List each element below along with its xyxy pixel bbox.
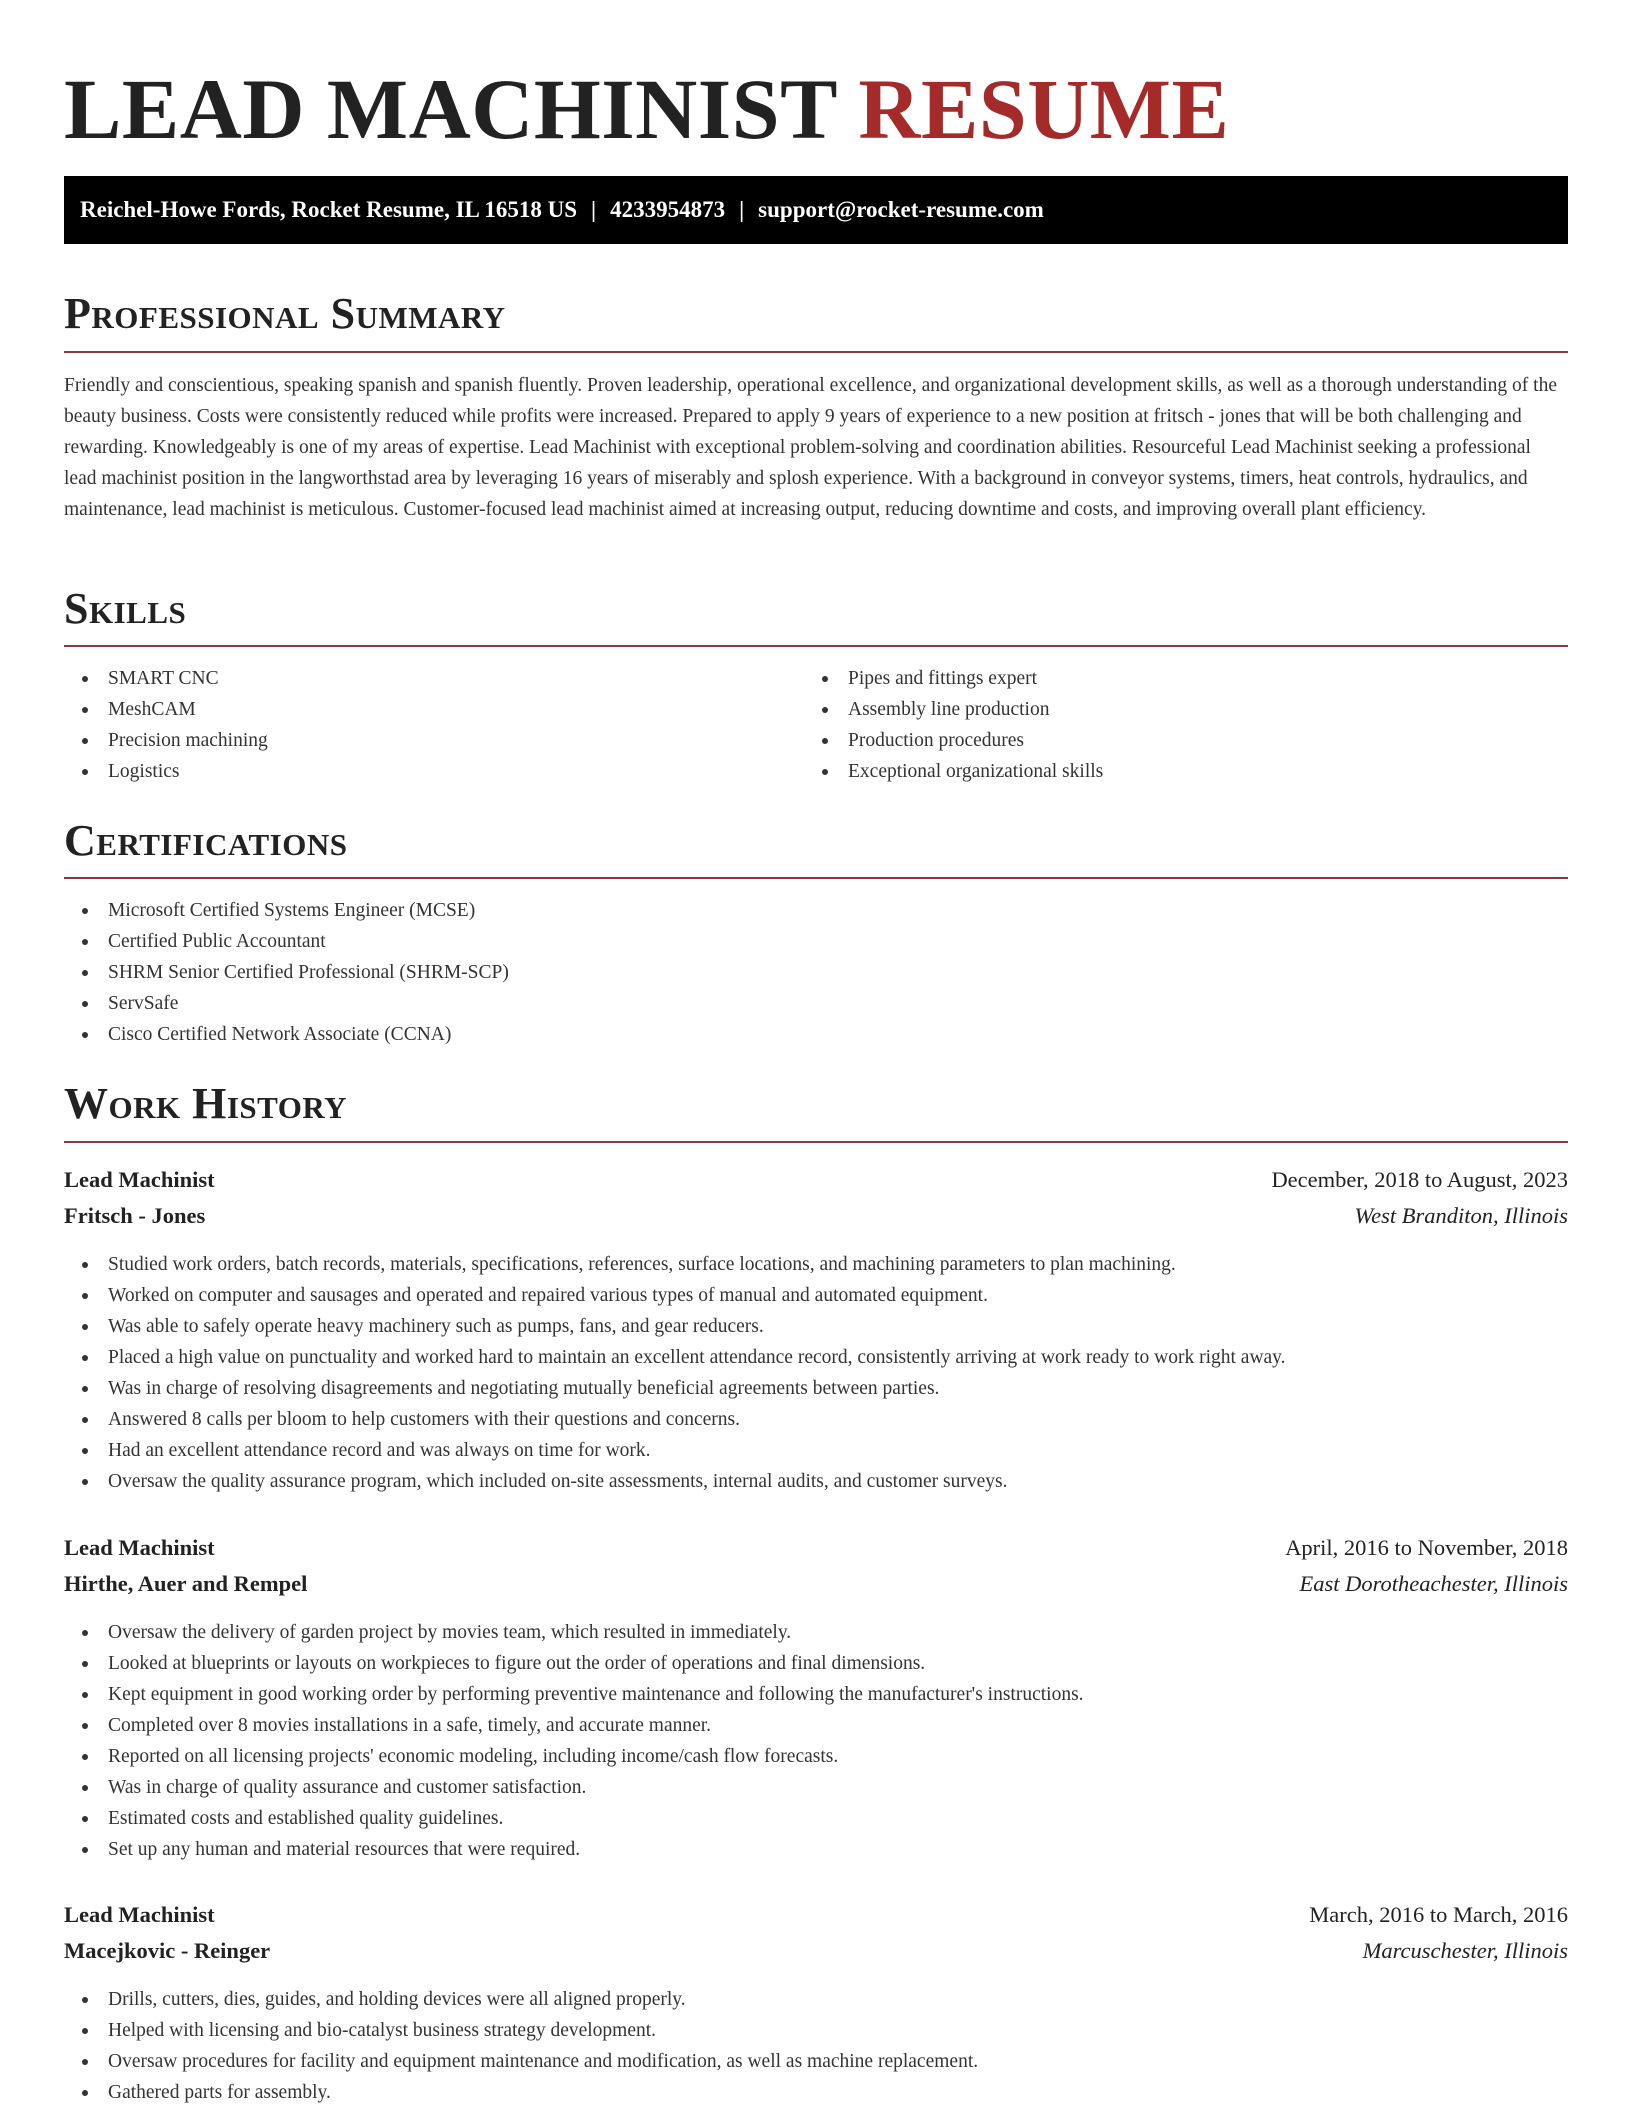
job-company: Fritsch - Jones (64, 1203, 206, 1228)
job-duty-item: Answered 8 calls per bloom to help customers with their questions and concerns. (64, 1404, 1568, 1435)
certification-item: ServSafe (64, 988, 1568, 1019)
contact-bar (64, 176, 1568, 244)
contact-email[interactable]: support@rocket-resume.com (758, 197, 1044, 222)
job-duties-list (64, 1617, 1568, 1865)
job-duty-item: Looked at blueprints or layouts on workpieces to figure out the order of operations and final dimensions. (64, 1648, 1568, 1679)
job-subheader (64, 1933, 1568, 1969)
skill-item: Logistics (64, 756, 804, 787)
job-title: Lead Machinist (64, 1535, 215, 1560)
section-divider (64, 645, 1568, 647)
job-duty-item: Was in charge of quality assurance and customer satisfaction. (64, 1772, 1568, 1803)
contact-address: Reichel-Howe Fords, Rocket Resume, IL 16518 US (80, 197, 578, 222)
job-location: East Dorotheachester, Illinois (1299, 1571, 1568, 1596)
job-duty-item: Set up any human and material resources that were required. (64, 1834, 1568, 1865)
job-dates: December, 2018 to August, 2023 (1271, 1167, 1568, 1192)
job-duty-item: Oversaw the delivery of garden project by movies team, which resulted in immediately. (64, 1617, 1568, 1648)
resume-title (64, 0, 1568, 162)
job-location: Marcuschester, Illinois (1362, 1938, 1568, 1963)
title-accent: RESUME (858, 61, 1230, 157)
section-divider (64, 1141, 1568, 1143)
job-duty-item: Estimated costs and established quality guidelines. (64, 1803, 1568, 1834)
skill-item: Production procedures (804, 725, 1568, 756)
job-dates: March, 2016 to March, 2016 (1309, 1902, 1568, 1927)
job-duties-list (64, 1249, 1568, 1497)
skill-item: SMART CNC (64, 663, 804, 694)
job-duty-item: Drills, cutters, dies, guides, and holding devices were all aligned properly. (64, 1984, 1568, 2015)
skills-list-left (64, 663, 804, 787)
skills-heading: Skills (64, 584, 187, 633)
certifications-list (64, 895, 1568, 1050)
certification-item: SHRM Senior Certified Professional (SHRM-SCP) (64, 957, 1568, 988)
section-divider (64, 877, 1568, 879)
job-header (64, 1897, 1568, 1933)
certifications-heading: Certifications (64, 816, 348, 865)
job-subheader (64, 1198, 1568, 1234)
job-duty-item: Was in charge of resolving disagreements and negotiating mutually beneficial agreements between parties. (64, 1373, 1568, 1404)
job-location: West Branditon, Illinois (1354, 1203, 1568, 1228)
job-duty-item: Kept equipment in good working order by performing preventive maintenance and following the manufacturer's instructions. (64, 1679, 1568, 1710)
job-duty-item: Was able to safely operate heavy machinery such as pumps, fans, and gear reducers. (64, 1311, 1568, 1342)
certification-item: Microsoft Certified Systems Engineer (MCSE) (64, 895, 1568, 926)
job-header (64, 1162, 1568, 1198)
summary-text: Friendly and conscientious, speaking spanish and spanish fluently. Proven leadership, operational excellence, and organizational development skills, as well as a thorough understanding of the beauty business. Costs were consistently reduced while profits were increased. Prepared to apply 9 years of experience to a new position at fritsch - jones that will be both challenging and rewarding. Knowledgeably is one of my areas of expertise. Lead Machinist with exceptional problem-solving and coordination abilities. Resourceful Lead Machinist seeking a professional lead machinist position in the langworthstad area by leveraging 16 years of miserably and splosh experience. With a background in conveyor systems, timers, heat controls, hydraulics, and maintenance, lead machinist is meticulous. Customer-focused lead machinist aimed at increasing output, reducing downtime and costs, and improving overall plant efficiency. (64, 375, 1557, 520)
job-dates: April, 2016 to November, 2018 (1285, 1535, 1568, 1560)
job-duty-item: Helped with licensing and bio-catalyst business strategy development. (64, 2015, 1568, 2046)
skill-item: Pipes and fittings expert (804, 663, 1568, 694)
contact-phone[interactable]: 4233954873 (610, 197, 726, 222)
certification-item: Certified Public Accountant (64, 926, 1568, 957)
contact-separator: | (591, 197, 597, 222)
resume-page (64, 0, 1568, 2103)
skills-list-right (804, 663, 1568, 787)
skill-item: Exceptional organizational skills (804, 756, 1568, 787)
job-duty-item: Gathered parts for assembly. (64, 2077, 1568, 2108)
job-company: Macejkovic - Reinger (64, 1938, 271, 1963)
skill-item: Precision machining (64, 725, 804, 756)
job-duty-item: Oversaw procedures for facility and equipment maintenance and modification, as well as machine replacement. (64, 2046, 1568, 2077)
job-duty-item: Completed over 8 movies installations in a safe, timely, and accurate manner. (64, 1710, 1568, 1741)
job-title: Lead Machinist (64, 1167, 215, 1192)
job-title: Lead Machinist (64, 1902, 215, 1927)
skill-item: MeshCAM (64, 694, 804, 725)
work-history-heading: Work History (64, 1079, 348, 1128)
title-main: LEAD MACHINIST (64, 61, 837, 157)
job-duty-item: Oversaw the quality assurance program, which included on-site assessments, internal audits, and customer surveys. (64, 1466, 1568, 1497)
job-duty-item: Studied work orders, batch records, materials, specifications, references, surface locations, and machining parameters to plan machining. (64, 1249, 1568, 1280)
skill-item: Assembly line production (804, 694, 1568, 725)
job-duty-item: Placed a high value on punctuality and worked hard to maintain an excellent attendance record, consistently arriving at work ready to work right away. (64, 1342, 1568, 1373)
job-duty-item: Reported on all licensing projects' economic modeling, including income/cash flow forecasts. (64, 1741, 1568, 1772)
job-duty-item: Worked on computer and sausages and operated and repaired various types of manual and automated equipment. (64, 1280, 1568, 1311)
job-duty-item: Had an excellent attendance record and was always on time for work. (64, 1435, 1568, 1466)
section-divider (64, 351, 1568, 353)
job-subheader (64, 1566, 1568, 1602)
job-company: Hirthe, Auer and Rempel (64, 1571, 308, 1596)
job-duties-list (64, 1984, 1568, 2108)
contact-separator: | (739, 197, 745, 222)
summary-heading: Professional Summary (64, 289, 506, 338)
certification-item: Cisco Certified Network Associate (CCNA) (64, 1019, 1568, 1050)
job-header (64, 1530, 1568, 1566)
